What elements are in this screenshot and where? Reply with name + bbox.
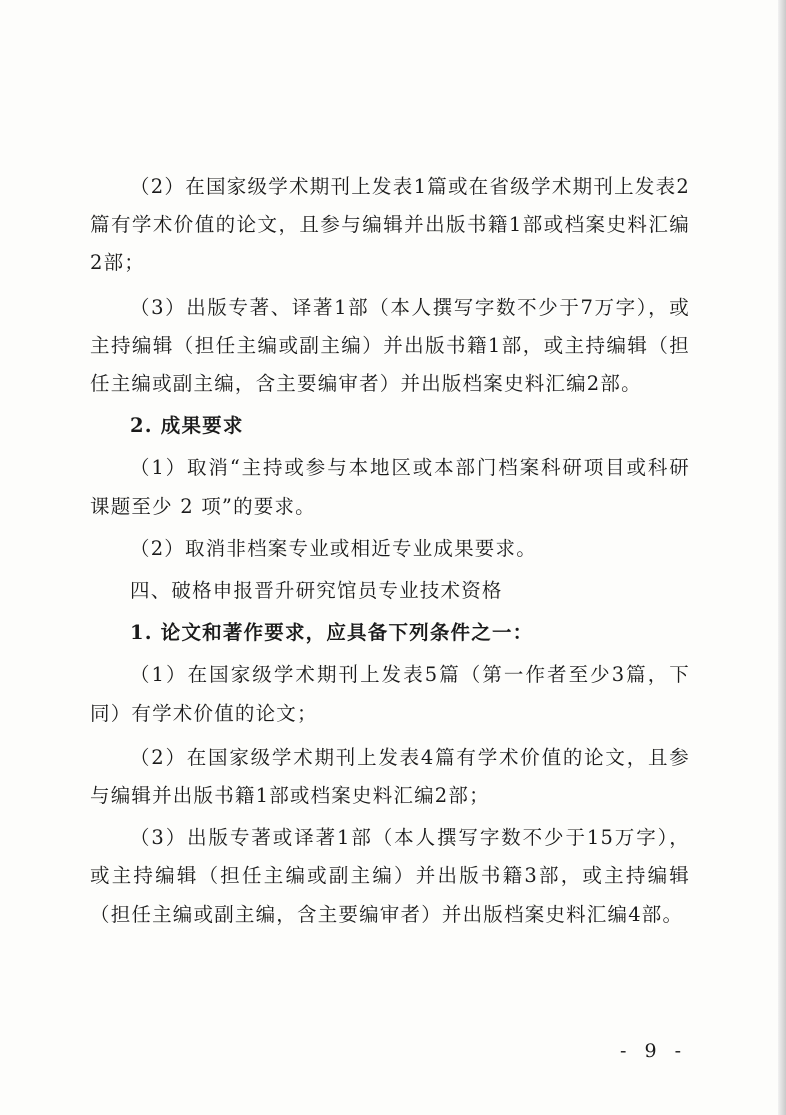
document-body xyxy=(90,168,690,934)
scan-edge-shadow xyxy=(778,0,786,1115)
paragraph-cancel-research-projects: （1）取消“主持或参与本地区或本部门档案科研项目或科研课题至少 2 项”的要求。 xyxy=(90,456,690,518)
paragraph-five-papers: （1）在国家级学术期刊上发表5篇（第一作者至少3篇，下同）有学术价值的论文； xyxy=(90,663,690,725)
paragraph-2-national-journal: （2）在国家级学术期刊上发表1篇或在省级学术期刊上发表2篇有学术价值的论文，且参与编辑并出版书籍1部或档案史料汇编2部； xyxy=(90,175,690,275)
paragraph-cancel-non-archive: （2）取消非档案专业或相近专业成果要求。 xyxy=(130,536,537,560)
paragraph-3-monograph: （3）出版专著、译著1部（本人撰写字数不少于7万字），或主持编辑（担任主编或副主编）并出版书籍1部，或主持编辑（担任主编或副主编，含主要编审者）并出版档案史料汇编2部。 xyxy=(90,295,690,396)
heading-papers-and-works: 1. 论文和著作要求，应具备下列条件之一： xyxy=(130,621,534,645)
paragraph-monograph-150k: （3）出版专著或译著1部（本人撰写字数不少于15万字），或主持编辑（担任主编或副主编）并出版书籍3部，或主持编辑（担任主编或副主编，含主要编审者）并出版档案史料汇编4部。 xyxy=(90,826,690,926)
page-number: - 9 - xyxy=(620,1040,688,1062)
paragraph-four-papers: （2）在国家级学术期刊上发表4篇有学术价值的论文，且参与编辑并出版书籍1部或档案史料汇编2部； xyxy=(90,745,690,808)
heading-section-four: 四、破格申报晋升研究馆员专业技术资格 xyxy=(130,579,503,603)
heading-results-requirements: 2. 成果要求 xyxy=(130,414,244,438)
